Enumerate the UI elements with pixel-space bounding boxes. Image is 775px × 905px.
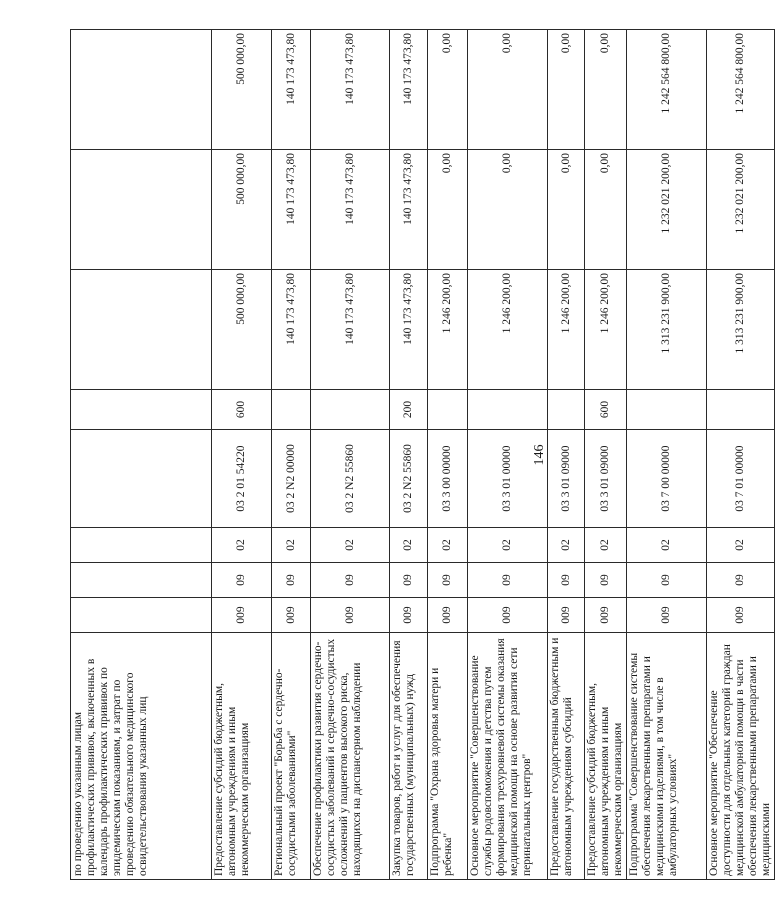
ministry-code: 009	[585, 598, 627, 633]
ministry-code: 009	[272, 598, 311, 633]
amount-year-1: 1 246 200,00	[428, 270, 468, 390]
row-name: Основное мероприятие "Обеспечение доступности для отдельных категорий граждан медицинской амбулаторной помощи в части обеспечения лекарственными препаратами и медицинскими	[707, 633, 775, 880]
target-article-code: 03 3 01 00000	[468, 430, 548, 528]
subsection-code: 02	[212, 528, 272, 563]
amount-year-2: 140 173 473,80	[390, 150, 428, 270]
section-code: 09	[272, 563, 311, 598]
section-code: 09	[311, 563, 390, 598]
table-row	[390, 30, 428, 880]
page-number: 146	[532, 444, 547, 466]
amount-year-3: 140 173 473,80	[390, 30, 428, 150]
amount-year-2: 1 232 021 200,00	[627, 150, 707, 270]
row-name: Предоставление субсидий бюджетным, автономным учреждениям и иным некоммерческим организациям	[212, 633, 272, 880]
target-article-code: 03 2 N2 55860	[311, 430, 390, 528]
amount-year-2: 500 000,00	[212, 150, 272, 270]
section-code	[71, 563, 212, 598]
amount-year-1: 1 246 200,00	[548, 270, 585, 390]
target-article-code	[71, 430, 212, 528]
table-row	[707, 30, 775, 880]
row-name: Закупка товаров, работ и услуг для обеспечения государственных (муниципальных) нужд	[390, 633, 428, 880]
expense-type-code	[627, 390, 707, 430]
amount-year-1	[71, 270, 212, 390]
table-row	[585, 30, 627, 880]
ministry-code: 009	[627, 598, 707, 633]
amount-year-1: 140 173 473,80	[272, 270, 311, 390]
ministry-code: 009	[428, 598, 468, 633]
target-article-code: 03 2 N2 00000	[272, 430, 311, 528]
amount-year-1: 500 000,00	[212, 270, 272, 390]
subsection-code: 02	[585, 528, 627, 563]
section-code: 09	[585, 563, 627, 598]
ministry-code: 009	[311, 598, 390, 633]
amount-year-2: 0,00	[428, 150, 468, 270]
subsection-code	[71, 528, 212, 563]
amount-year-1: 140 173 473,80	[390, 270, 428, 390]
ministry-code: 009	[390, 598, 428, 633]
expense-type-code	[71, 390, 212, 430]
amount-year-1: 1 246 200,00	[585, 270, 627, 390]
amount-year-2: 0,00	[548, 150, 585, 270]
amount-year-1: 1 313 231 900,00	[707, 270, 775, 390]
amount-year-2: 140 173 473,80	[272, 150, 311, 270]
amount-year-1: 1 313 231 900,00	[627, 270, 707, 390]
subsection-code: 02	[707, 528, 775, 563]
subsection-code: 02	[468, 528, 548, 563]
amount-year-2: 0,00	[468, 150, 548, 270]
amount-year-1: 1 246 200,00	[468, 270, 548, 390]
amount-year-3: 1 242 564 800,00	[707, 30, 775, 150]
rotated-page	[70, 30, 772, 880]
target-article-code: 03 7 00 00000	[627, 430, 707, 528]
amount-year-2: 0,00	[585, 150, 627, 270]
expense-type-code: 200	[390, 390, 428, 430]
table-row	[71, 30, 212, 880]
amount-year-3: 1 242 564 800,00	[627, 30, 707, 150]
section-code: 09	[627, 563, 707, 598]
amount-year-3: 0,00	[585, 30, 627, 150]
row-name: Обеспечение профилактики развития сердечно-сосудистых заболеваний и сердечно-сосудистых осложнений у пациентов высокого риска, находящихся на диспансерном наблюдении	[311, 633, 390, 880]
target-article-code: 03 3 00 00000	[428, 430, 468, 528]
target-article-code: 03 7 01 00000	[707, 430, 775, 528]
budget-table-body	[71, 30, 775, 880]
section-code: 09	[212, 563, 272, 598]
subsection-code: 02	[627, 528, 707, 563]
amount-year-3: 140 173 473,80	[311, 30, 390, 150]
row-name: Подпрограмма "Охрана здоровья матери и ребенка"	[428, 633, 468, 880]
subsection-code: 02	[390, 528, 428, 563]
amount-year-3: 0,00	[428, 30, 468, 150]
expense-type-code	[272, 390, 311, 430]
amount-year-3: 0,00	[548, 30, 585, 150]
expense-type-code	[311, 390, 390, 430]
ministry-code: 009	[468, 598, 548, 633]
table-row	[212, 30, 272, 880]
section-code: 09	[428, 563, 468, 598]
row-name: Основное мероприятие "Совершенствование службы родовспоможения и детства путем формирования трехуровневой системы оказания медицинской помощи на основе развития сети перинатальных центров"	[468, 633, 548, 880]
amount-year-2	[71, 150, 212, 270]
amount-year-3	[71, 30, 212, 150]
target-article-code: 03 3 01 09000	[548, 430, 585, 528]
subsection-code: 02	[548, 528, 585, 563]
section-code: 09	[468, 563, 548, 598]
amount-year-3: 140 173 473,80	[272, 30, 311, 150]
table-row	[627, 30, 707, 880]
subsection-code: 02	[272, 528, 311, 563]
table-row	[428, 30, 468, 880]
row-name: Предоставление государственным бюджетным и автономным учреждениям субсидий	[548, 633, 585, 880]
row-name: Региональный проект "Борьба с сердечно-сосудистыми заболеваниями"	[272, 633, 311, 880]
amount-year-3: 500 000,00	[212, 30, 272, 150]
row-name: Подпрограмма "Совершенствование системы обеспечения лекарственными препаратами и медицинскими изделиями, в том числе в амбулаторных условиях"	[627, 633, 707, 880]
amount-year-2: 140 173 473,80	[311, 150, 390, 270]
target-article-code: 03 2 N2 55860	[390, 430, 428, 528]
amount-year-1: 140 173 473,80	[311, 270, 390, 390]
expense-type-code: 600	[585, 390, 627, 430]
budget-table	[70, 29, 775, 880]
row-name: по проведению указанным лицам профилактических прививок, включенных в календарь профилактических прививок по эпидемическим показаниям, и затрат по проведению обязательного медицинского освидетельствования указанных лиц	[71, 633, 212, 880]
subsection-code: 02	[311, 528, 390, 563]
table-row	[272, 30, 311, 880]
section-code: 09	[707, 563, 775, 598]
expense-type-code	[707, 390, 775, 430]
expense-type-code	[428, 390, 468, 430]
table-row	[311, 30, 390, 880]
ministry-code: 009	[548, 598, 585, 633]
target-article-code: 03 2 01 54220	[212, 430, 272, 528]
subsection-code: 02	[428, 528, 468, 563]
section-code: 09	[548, 563, 585, 598]
ministry-code: 009	[707, 598, 775, 633]
target-article-code: 03 3 01 09000	[585, 430, 627, 528]
row-name: Предоставление субсидий бюджетным, автономным учреждениям и иным некоммерческим организациям	[585, 633, 627, 880]
ministry-code	[71, 598, 212, 633]
section-code: 09	[390, 563, 428, 598]
expense-type-code: 600	[212, 390, 272, 430]
amount-year-3: 0,00	[468, 30, 548, 150]
amount-year-2: 1 232 021 200,00	[707, 150, 775, 270]
ministry-code: 009	[212, 598, 272, 633]
